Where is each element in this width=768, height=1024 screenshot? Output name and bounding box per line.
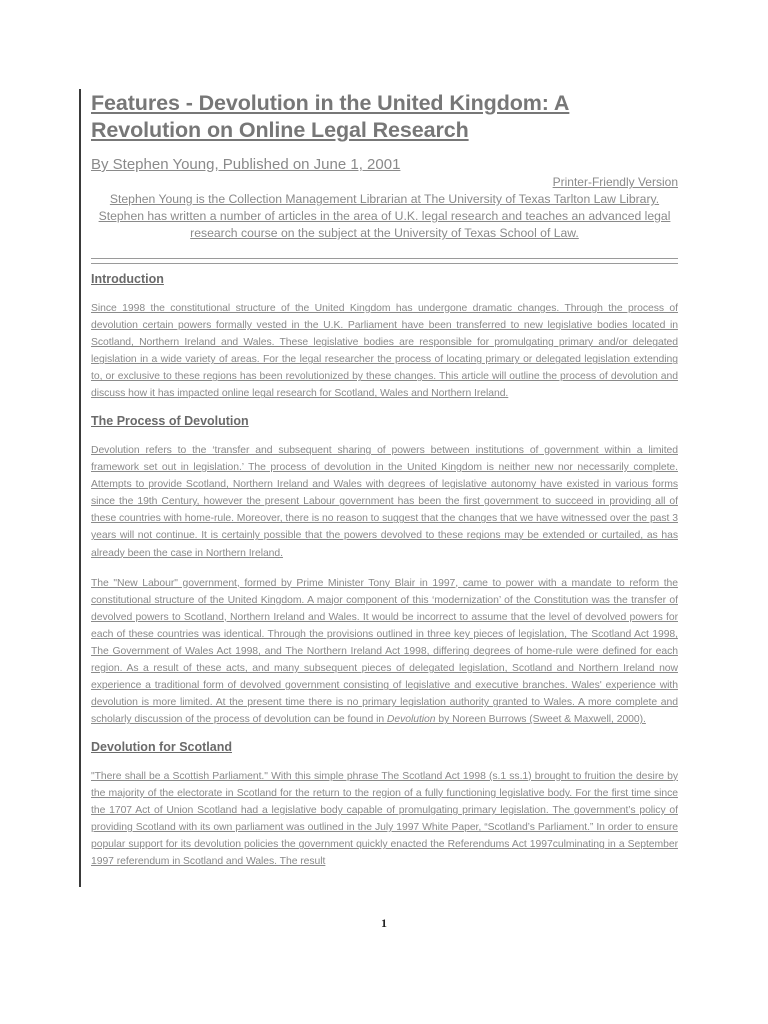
- article-title: Features - Devolution in the United Kingdom: A Revolution on Online Legal Research: [91, 91, 570, 142]
- paragraph-process-2-citation: by Noreen Burrows (Sweet & Maxwell, 2000).: [435, 714, 646, 726]
- printer-friendly-link[interactable]: Printer-Friendly Version: [552, 175, 678, 189]
- page-number: 1: [381, 916, 387, 930]
- paragraph-process-2-text: The "New Labour" government, formed by Prime Minister Tony Blair in 1997, came to power with a mandate to reform the constitutional structure of the United Kingdom. A major component of this ‘modernization’ of the Constitution was the transfer of devolved powers to Scotland, Northern Ireland and Wales. It would be incorrect to assume that the level of devolved powers for each of these countries was identical. Through the provisions outlined in three key pieces of legislation, The Scotland Act 1998, The Government of Wales Act 1998, and The Northern Ireland Act 1998, differing degrees of home-rule were defined for each region. As a result of these acts, and many subsequent pieces of delegated legislation, Scotland and Northern Ireland now experience a traditional form of devolved government consisting of legislative and executive branches. Wales' experience with devolution is more limited. At the present time there is no primary legislation authority granted to Wales. A more complete and scholarly discussion of the process of devolution can be found in: [91, 577, 678, 726]
- book-title-devolution: Devolution: [386, 714, 436, 726]
- heading-process-of-devolution: The Process of Devolution: [91, 413, 249, 428]
- paragraph-introduction: Since 1998 the constitutional structure of the United Kingdom has undergone dramatic changes. Through the process of devolution certain powers formally vested in the U.K. Parliament have been transferred to new legislative bodies located in Scotland, Northern Ireland and Wales. These legislative bodies are responsible for promulgating primary and/or delegated legislation in a wide variety of areas. For the legal researcher the process of locating primary or delegated legislation extending to, or exclusive to these regions has been revolutionized by these changes. This article will outline the process of devolution and discuss how it has impacted online legal research for Scotland, Wales and Northern Ireland.: [91, 303, 678, 400]
- article-body: [91, 90, 678, 881]
- paragraph-process-1: Devolution refers to the ‘transfer and subsequent sharing of powers between institutions of government within a limited framework set out in legislation.’ The process of devolution in the United Kingdom is neither new nor necessarily complete. Attempts to provide Scotland, Northern Ireland and Wales with degrees of legislative autonomy have existed in various forms since the 19th Century, however the present Labour government has been the first government to succeed in providing all of these countries with home-rule. Moreover, there is no reason to suggest that the changes that we have witnessed over the past 3 years will not continue. It is certainly possible that the powers devolved to these regions may be extended or curtailed, as has already been the case in Northern Ireland.: [91, 444, 678, 559]
- paragraph-process-2: [91, 575, 678, 729]
- double-divider: [91, 258, 678, 264]
- left-margin-rule: [79, 89, 81, 887]
- heading-introduction: Introduction: [91, 272, 164, 286]
- author-bio: Stephen Young is the Collection Management Librarian at The University of Texas Tarlton Law Library. Stephen has written a number of articles in the area of U.K. legal research and teaches an advanced legal research course on the subject at the University of Texas School of Law.: [98, 192, 671, 240]
- heading-devolution-for-scotland: Devolution for Scotland: [91, 739, 232, 754]
- paragraph-scotland: "There shall be a Scottish Parliament." With this simple phrase The Scotland Act 1998 (s.1 ss.1) brought to fruition the desire by the majority of the electorate in Scotland for the return to the region of a fully functioning legislative body. For the first time since the 1707 Act of Union Scotland had a legislative body capable of promulgating primary legislation. The government’s policy of providing Scotland with its own parliament was outlined in the July 1997 White Paper, “Scotland’s Parliament.” In order to ensure popular support for its devolution policies the government quickly enacted the Referendums Act 1997culminating in a September 1997 referendum in Scotland and Wales. The result: [91, 770, 678, 868]
- article-byline: By Stephen Young, Published on June 1, 2001: [91, 156, 401, 173]
